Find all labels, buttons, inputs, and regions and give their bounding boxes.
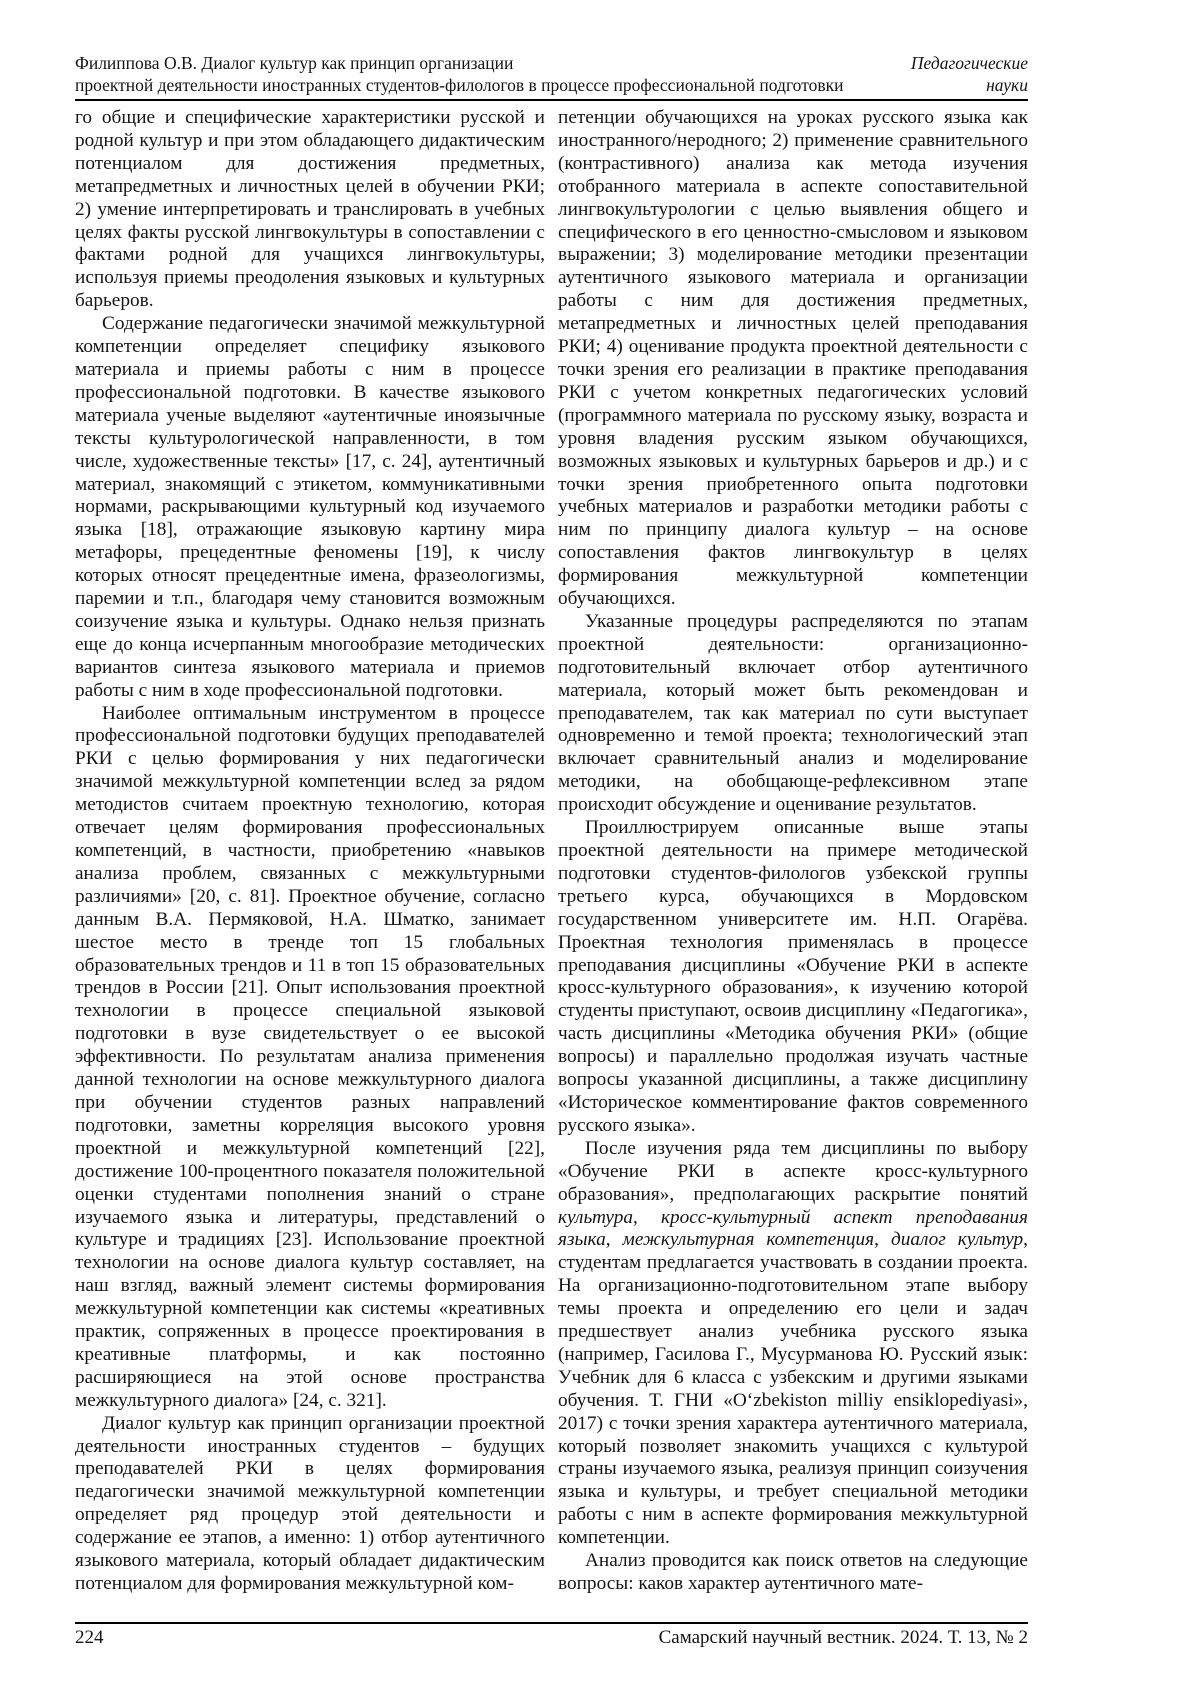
paragraph [558, 1550, 1028, 1596]
article-body [75, 107, 1028, 1623]
paragraph [75, 313, 545, 702]
running-title [75, 52, 844, 96]
text-run: Проиллюстрируем описанные выше этапы проектной деятельности на примере методической подготовки студентов-филологов узбекской группы третьего курса, обучающихся в Мордовском государственном университете им. Н.П. Огарёва. Проектная технология применялась в процессе преподавания дисциплины «Обучение РКИ в аспекте кросс-культурного образования», к изучению которой студенты приступают, освоив дисциплину «Педагогика», часть дисциплины «Методика обучения РКИ» (общие вопросы) и параллельно продолжая изучать частные вопросы указанной дисциплины, а также дисциплину «Историческое комментирование фактов современного русского языка». [558, 817, 1028, 1136]
text-run: Анализ проводится как поиск ответов на следующие вопросы: каков характер аутентичного мате- [558, 1550, 1028, 1594]
italic-term: культура [558, 1206, 634, 1228]
paragraph [558, 107, 1028, 611]
italic-term: кросс-культурный аспект преподавания языка [558, 1206, 1028, 1251]
text-run: Содержание педагогически значимой межкультурной компетенции определяет специфику языкового материала и приемы работы с ним в процессе профессиональной подготовки. В качестве языкового материала ученые выделяют «аутентичные иноязычные тексты культурологической направленности, в том числе, художественные тексты» [17, с. 24], аутентичный материал, знакомящий с этикетом, коммуникативными нормами, раскрывающими культурный код изучаемого языка [18], отражающие языковую картину мира метафоры, прецедентные феномены [19], к числу которых относят прецедентные имена, фразеологизмы, паремии и т.п., благодаря чему становится возможным соизучение языка и культуры. Однако нельзя признать еще до конца исчерпанным многообразие методических вариантов синтеза языкового материала и приемов работы с ним в ходе профессиональной подготовки. [75, 313, 545, 701]
text-run: , [633, 1206, 661, 1228]
paragraph [558, 1138, 1028, 1550]
italic-term: диалог культур [890, 1229, 1024, 1251]
text-run: , [874, 1229, 891, 1251]
running-header [75, 52, 1028, 101]
paragraph [75, 1413, 545, 1596]
journal-reference: Самарский научный вестник. 2024. Т. 13, № 2 [658, 1627, 1028, 1648]
section-name-line2: науки [986, 75, 1028, 95]
running-title-line2: проектной деятельности иностранных студентов-филологов в процессе профессиональной подготовки [75, 75, 844, 95]
running-title-line1: Филиппова О.В. Диалог культур как принцип организации [75, 53, 514, 73]
paragraph [558, 611, 1028, 817]
text-run: , студентам предлагается участвовать в создании проекта. На организационно-подготовительном этапе выбору темы проекта и определению его цели и задач предшествует анализ учебника русского языка (например, Гасилова Г., Мусурманова Ю. Русский язык: Учебник для 6 класса с узбекским и другими языками обучения. Т. ГНИ «O‘zbekiston milliy ensiklopediyasi», 2017) с точки зрения характера аутентичного материала, который позволяет знакомить учащихся с культурой страны изучаемого языка, реализуя принцип соизучения языка и культуры, и требует специальной методики работы с ним в аспекте формирования межкультурной компетенции. [558, 1229, 1028, 1549]
text-run: , [605, 1229, 623, 1251]
text-run: Наиболее оптимальным инструментом в процессе профессиональной подготовки будущих преподавателей РКИ с целью формирования у них педагогически значимой межкультурной компетенции вслед за рядом методистов считаем проектную технологию, которая отвечает целям формирования профессиональных компетенций, в частности, приобретению «навыков анализа проблем, связанных с межкультурными различиями» [20, с. 81]. Проектное обучение, согласно данным В.А. Пермяковой, Н.А. Шматко, занимает шестое место в тренде топ 15 глобальных образовательных трендов и 11 в топ 15 образовательных трендов в России [21]. Опыт использования проектной технологии в процессе специальной языковой подготовки в вузе свидетельствует о ее высокой эффективности. По результатам анализа применения данной технологии на основе межкультурного диалога при обучении студентов разных направлений подготовки, заметны корреляция высокого уровня проектной и межкультурной компетенций [22], достижение 100-процентного показателя положительной оценки студентами пополнения знаний о стране изучаемого языка и литературы, представлений о культуре и традициях [23]. Использование проектной технологии на основе диалога культур составляет, на наш взгляд, важный элемент системы формирования межкультурной компетенции как системы «креативных практик, сопряженных в процессе проектирования в креативные платформы, и как постоянно расширяющиеся на этой основе пространства межкультурного диалога» [24, с. 321]. [75, 702, 545, 1411]
section-name-line1: Педагогические [910, 53, 1028, 73]
paragraph [75, 107, 545, 313]
paragraph [558, 817, 1028, 1138]
text-run: го общие и специфические характеристики русской и родной культур и при этом обладающего дидактическим потенциалом для достижения предметных, метапредметных и личностных целей в обучении РКИ; 2) умение интерпретировать и транслировать в учебных целях факты русской лингвокультуры в сопоставлении с фактами родной для учащихся лингвокультуры, используя приемы преодоления языковых и культурных барьеров. [75, 107, 545, 312]
page-content [75, 0, 1028, 1623]
text-run: петенции обучающихся на уроках русского языка как иностранного/неродного; 2) применение сравнительного (контрастивного) анализа как метода изучения отобранного материала в аспекте сопоставительной лингвокультурологии с целью выявления общего и специфического в его ценностно-смысловом и языковом выражении; 3) моделирование методики презентации аутентичного языкового материала и организации работы с ним для достижения предметных, метапредметных и личностных целей преподавания РКИ; 4) оценивание продукта проектной деятельности с точки зрения его реализации в практике преподавания РКИ с учетом конкретных педагогических условий (программного материала по русскому языку, возраста и уровня владения русским языком обучающихся, возможных языковых и культурных барьеров и др.) и с точки зрения приобретенного опыта подготовки учебных материалов и разработки методики работы с ним по принципу диалога культур – на основе сопоставления фактов лингвокультур в целях формирования межкультурной компетенции обучающихся. [558, 107, 1028, 610]
left-column [75, 107, 545, 1623]
page-footer [75, 1622, 1028, 1650]
page-number: 224 [75, 1627, 104, 1648]
text-run: После изучения ряда тем дисциплины по выбору «Обучение РКИ в аспекте кросс-культурного образования», предполагающих раскрытие понятий [558, 1137, 1028, 1205]
section-name [911, 52, 1028, 96]
italic-term: межкультурная компетенция [622, 1229, 875, 1251]
text-run: Указанные процедуры распределяются по этапам проектной деятельности: организационно-подготовительный включает отбор аутентичного материала, который может быть рекомендован и преподавателем, так как материал по сути выступает одновременно и темой проекта; технологический этап включает сравнительный анализ и моделирование методики, на обобщающе-рефлексивном этапе происходит обсуждение и оценивание результатов. [558, 610, 1028, 816]
right-column [558, 107, 1028, 1623]
paragraph [75, 703, 545, 1413]
text-run: Диалог культур как принцип организации проектной деятельности иностранных студентов – будущих преподавателей РКИ в целях формирования педагогически значимой межкультурной компетенции определяет ряд процедур этой деятельности и содержание ее этапов, а именно: 1) отбор аутентичного языкового материала, который обладает дидактическим потенциалом для формирования межкультурной ком- [75, 1412, 545, 1594]
